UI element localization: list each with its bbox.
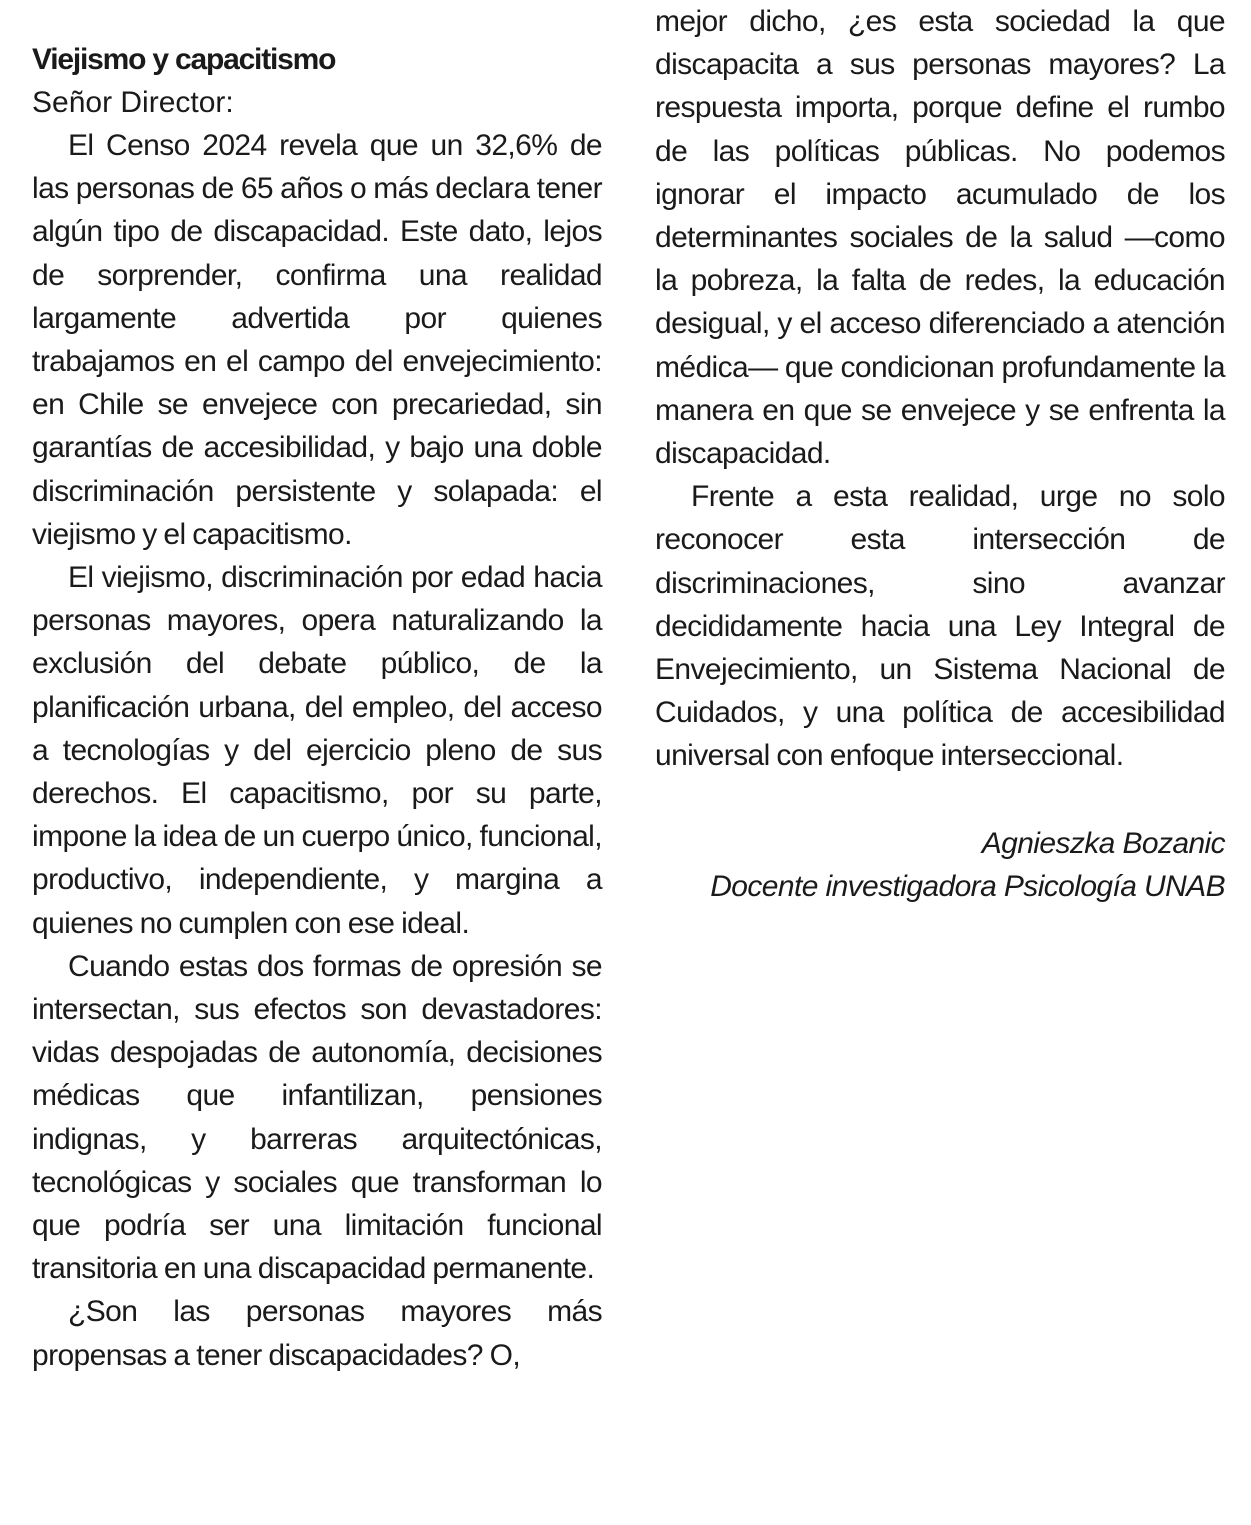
paragraph-5: Frente a esta realidad, urge no solo reconocer esta intersección de discriminaciones, sino avanzar decididamente hacia una Ley Integral de Envejecimiento, un Sistema Nacional de Cuidados, y una política de accesibilidad universal con enfoque interseccional. (655, 480, 1225, 773)
paragraph-4: ¿Son las personas mayores más propensas a tener discapacidades? O, (32, 1295, 602, 1372)
letter-title: Viejismo y capacitismo (32, 43, 336, 76)
left-column (32, 38, 602, 1377)
author-role: Docente investigadora Psicología UNAB (710, 869, 1225, 903)
salutation: Señor Director: (32, 86, 234, 119)
author-name: Agnieszka Bozanic (981, 826, 1225, 860)
paragraph-2: El viejismo, discriminación por edad hacia personas mayores, opera naturalizando la exclusión del debate público, de la planificación urbana, del empleo, del acceso a tecnologías y del ejercicio pleno de sus derechos. El capacitismo, por su parte, impone la idea de un cuerpo único, funcional, productivo, independiente, y margina a quienes no cumplen con ese ideal. (32, 561, 602, 940)
paragraph-3: Cuando estas dos formas de opresión se intersectan, sus efectos son devastadores: vidas despojadas de autonomía, decisiones médicas que infantilizan, pensiones indignas, y barreras arquitectónicas, tecnológicas y sociales que transforman lo que podría ser una limitación funcional transitoria en una discapacidad permanente. (32, 949, 602, 1286)
right-column (655, 0, 1225, 908)
signature-block (655, 822, 1225, 908)
paragraph-4-continuation: mejor dicho, ¿es esta sociedad la que discapacita a sus personas mayores? La respuesta importa, porque define el rumbo de las políticas públicas. No podemos ignorar el impacto acumulado de los determinantes sociales de la salud —como la pobreza, la falta de redes, la educación desigual, y el acceso diferenciado a atención médica— que condicionan profundamente la manera en que se envejece y se enfrenta la discapacidad. (655, 5, 1225, 471)
paragraph-1: El Censo 2024 revela que un 32,6% de las personas de 65 años o más declara tener algún tipo de discapacidad. Este dato, lejos de sorprender, confirma una realidad largamente advertida por quienes trabajamos en el campo del envejecimiento: en Chile se envejece con precariedad, sin garantías de accesibilidad, y bajo una doble discriminación persistente y solapada: el viejismo y el capacitismo. (32, 129, 602, 551)
